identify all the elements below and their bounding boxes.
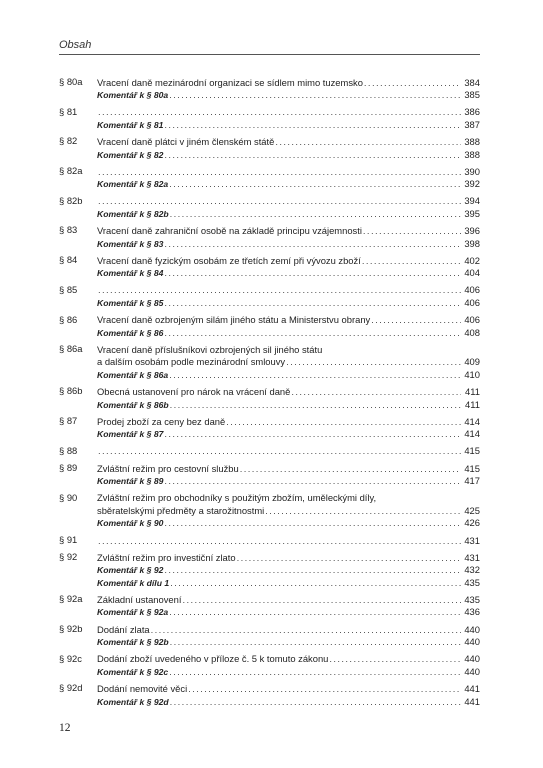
toc-title-line[interactable] — [59, 385, 480, 398]
page-reference: 384 — [464, 76, 480, 88]
dot-leader — [275, 136, 461, 148]
dot-leader — [237, 552, 461, 564]
dot-leader — [170, 399, 461, 411]
dot-leader — [98, 445, 461, 457]
toc-entry — [59, 415, 480, 440]
dot-leader — [98, 195, 461, 207]
table-of-contents — [59, 76, 480, 712]
page-reference: 385 — [464, 89, 480, 101]
toc-entry — [59, 284, 480, 309]
dot-leader — [164, 119, 461, 131]
dot-leader — [169, 666, 461, 678]
toc-entry — [59, 462, 480, 487]
page-reference: 404 — [464, 267, 480, 279]
section-title: Vracení daně fyzickým osobám ze třetích zemí při vývozu zboží — [97, 254, 361, 266]
section-number: § 82a — [59, 165, 83, 177]
toc-comment-line[interactable] — [59, 695, 480, 708]
toc-comment-line[interactable] — [59, 368, 480, 381]
toc-comment-line[interactable] — [59, 576, 480, 589]
toc-title-line[interactable] — [59, 165, 480, 178]
page-reference: 395 — [464, 207, 480, 219]
section-number: § 85 — [59, 283, 78, 295]
comment-title: Komentář k § 92a — [97, 607, 169, 618]
toc-comment-line[interactable] — [59, 326, 480, 339]
dot-leader — [170, 696, 461, 708]
toc-title-line[interactable] — [59, 106, 480, 119]
dot-leader — [188, 683, 461, 695]
toc-title-line[interactable] — [59, 195, 480, 208]
dot-leader — [291, 386, 461, 398]
dot-leader — [182, 594, 461, 606]
page-reference: 426 — [464, 517, 480, 529]
comment-title: Komentář k § 90 — [97, 518, 164, 529]
page-reference: 435 — [464, 576, 480, 588]
toc-entry — [59, 165, 480, 190]
comment-title: Komentář k § 86 — [97, 327, 164, 338]
dot-leader — [98, 284, 461, 296]
section-number: § 87 — [59, 415, 78, 427]
section-number: § 82 — [59, 135, 78, 147]
comment-title: Komentář k § 83 — [97, 238, 164, 249]
toc-entry — [59, 314, 480, 339]
section-title: Dodání nemovité věci — [97, 682, 188, 694]
dot-leader — [169, 369, 461, 381]
toc-comment-line[interactable] — [59, 178, 480, 191]
dot-leader — [98, 106, 461, 118]
running-header: Obsah — [59, 39, 92, 51]
toc-entry — [59, 195, 480, 220]
page-reference: 411 — [465, 398, 480, 410]
page-reference: 425 — [464, 504, 480, 516]
toc-entry — [59, 593, 480, 618]
dot-leader — [240, 463, 461, 475]
page-reference: 432 — [464, 564, 480, 576]
section-title: Vracení daně příslušníkovi ozbrojených sil jiného státu — [97, 343, 323, 355]
section-number: § 88 — [59, 444, 78, 456]
dot-leader — [164, 517, 461, 529]
dot-leader — [169, 178, 461, 190]
section-number: § 80a — [59, 76, 83, 87]
toc-title-line[interactable] — [59, 462, 480, 475]
dot-leader — [164, 238, 461, 250]
section-number: § 86b — [59, 385, 83, 397]
toc-title-line[interactable] — [59, 254, 480, 267]
dot-leader — [371, 314, 461, 326]
page-reference: 414 — [464, 428, 480, 440]
dot-leader — [170, 208, 461, 220]
page-reference: 396 — [464, 225, 480, 237]
dot-leader — [364, 77, 461, 89]
dot-leader — [362, 255, 461, 267]
dot-leader — [98, 166, 461, 178]
page-reference: 411 — [465, 386, 480, 398]
toc-title-line[interactable] — [59, 343, 480, 356]
section-number: § 91 — [59, 533, 78, 545]
toc-entry — [59, 682, 480, 707]
page-reference: 406 — [464, 314, 480, 326]
toc-comment-line[interactable] — [59, 89, 480, 102]
section-number: § 92d — [59, 682, 83, 694]
section-title: Zvláštní režim pro cestovní službu — [97, 462, 239, 474]
toc-entry — [59, 492, 480, 530]
page-reference: 406 — [464, 297, 480, 308]
dot-leader — [286, 356, 461, 368]
page-reference: 436 — [464, 606, 480, 618]
toc-title-line[interactable] — [59, 492, 480, 505]
page-reference: 402 — [464, 254, 480, 266]
toc-title-line[interactable] — [59, 653, 480, 666]
toc-entry — [59, 534, 480, 547]
page-reference: 415 — [464, 462, 480, 474]
toc-entry — [59, 254, 480, 279]
toc-title-line[interactable] — [59, 534, 480, 547]
page-reference: 410 — [464, 368, 480, 380]
dot-leader — [164, 149, 461, 161]
section-title: Základní ustanovení — [97, 593, 182, 605]
comment-title: Komentář k § 92b — [97, 637, 169, 648]
section-number: § 81 — [59, 105, 78, 117]
toc-entry — [59, 551, 480, 589]
comment-title: Komentář k dílu 1 — [97, 577, 170, 588]
comment-title: Komentář k § 87 — [97, 429, 164, 440]
section-number: § 92b — [59, 622, 83, 634]
page-reference: 388 — [464, 135, 480, 147]
dot-leader — [164, 297, 461, 309]
comment-title: Komentář k § 81 — [97, 119, 164, 130]
toc-comment-line[interactable] — [59, 517, 480, 530]
section-number: § 83 — [59, 224, 78, 236]
comment-title: Komentář k § 86a — [97, 369, 169, 380]
dot-leader — [164, 428, 461, 440]
dot-leader — [265, 505, 461, 517]
section-title: Vracení daně zahraniční osobě na základě principu vzájemnosti — [97, 225, 362, 237]
toc-title-line[interactable] — [59, 551, 480, 564]
section-number: § 89 — [59, 461, 78, 473]
dot-leader — [164, 267, 461, 279]
page-reference: 390 — [464, 165, 480, 177]
section-title: sběratelskými předměty a starožitnostmi — [97, 504, 265, 516]
page-reference: 441 — [464, 682, 480, 694]
comment-title: Komentář k § 82 — [97, 149, 164, 160]
toc-title-line[interactable] — [59, 504, 480, 517]
toc-entry — [59, 343, 480, 381]
section-title: Dodání zboží uvedeného v příloze č. 5 k tomuto zákonu — [97, 653, 329, 665]
comment-title: Komentář k § 82b — [97, 208, 169, 219]
section-number: § 82b — [59, 194, 83, 206]
toc-comment-line[interactable] — [59, 207, 480, 220]
toc-title-line[interactable] — [59, 135, 480, 148]
section-title: Obecná ustanovení pro nárok na vrácení daně — [97, 386, 291, 398]
toc-title-line[interactable] — [59, 356, 480, 369]
page-reference: 431 — [464, 551, 480, 563]
toc-entry — [59, 653, 480, 678]
dot-leader — [98, 535, 461, 547]
section-number: § 90 — [59, 491, 78, 503]
toc-comment-line[interactable] — [59, 267, 480, 280]
toc-comment-line[interactable] — [59, 237, 480, 250]
section-title: Zvláštní režim pro investiční zlato — [97, 551, 236, 563]
page-reference: 392 — [464, 178, 480, 190]
comment-title: Komentář k § 82a — [97, 179, 169, 190]
toc-title-line[interactable] — [59, 682, 480, 695]
toc-comment-line[interactable] — [59, 475, 480, 488]
toc-entry — [59, 385, 480, 410]
section-title: Prodej zboží za ceny bez daně — [97, 415, 226, 427]
dot-leader — [363, 225, 461, 237]
page-reference: 440 — [464, 623, 480, 635]
page-reference: 440 — [464, 653, 480, 665]
page-reference: 398 — [464, 237, 480, 249]
dot-leader — [169, 89, 461, 101]
section-number: § 92c — [59, 652, 82, 664]
page-reference: 414 — [464, 415, 480, 427]
toc-title-line[interactable] — [59, 623, 480, 636]
section-title: Dodání zlata — [97, 623, 150, 635]
dot-leader — [170, 636, 461, 648]
page-reference: 417 — [464, 475, 480, 487]
toc-entry — [59, 623, 480, 648]
toc-title-line[interactable] — [59, 314, 480, 327]
toc-title-line[interactable] — [59, 284, 480, 297]
page-reference: 415 — [464, 445, 480, 457]
section-number: § 86 — [59, 313, 78, 325]
page-reference: 386 — [464, 106, 480, 118]
toc-entry — [59, 106, 480, 131]
toc-comment-line[interactable] — [59, 296, 480, 309]
page-reference: 394 — [464, 195, 480, 207]
dot-leader — [164, 475, 461, 487]
dot-leader — [170, 577, 461, 589]
toc-comment-line[interactable] — [59, 148, 480, 161]
section-number: § 92a — [59, 593, 83, 605]
page-number: 12 — [59, 722, 71, 734]
comment-title: Komentář k § 84 — [97, 268, 164, 279]
toc-comment-line[interactable] — [59, 665, 480, 678]
toc-comment-line[interactable] — [59, 636, 480, 649]
comment-title: Komentář k § 92c — [97, 666, 169, 677]
toc-title-line[interactable] — [59, 593, 480, 606]
section-title: Vracení daně mezinárodní organizaci se sídlem mimo tuzemsko — [97, 76, 363, 88]
toc-title-line[interactable] — [59, 76, 480, 89]
page-reference: 406 — [464, 284, 480, 296]
toc-entry — [59, 445, 480, 458]
comment-title: Komentář k § 92d — [97, 696, 169, 707]
comment-title: Komentář k § 86b — [97, 399, 169, 410]
page-reference: 440 — [464, 636, 480, 648]
comment-title: Komentář k § 85 — [97, 298, 164, 308]
toc-entry — [59, 135, 480, 160]
dot-leader — [164, 327, 461, 339]
dot-leader — [329, 653, 461, 665]
section-number: § 86a — [59, 343, 83, 355]
toc-title-line[interactable] — [59, 224, 480, 237]
toc-comment-line[interactable] — [59, 564, 480, 577]
toc-comment-line[interactable] — [59, 118, 480, 131]
section-number: § 84 — [59, 254, 78, 266]
page-reference: 435 — [464, 593, 480, 605]
page-reference: 409 — [464, 356, 480, 368]
toc-title-line[interactable] — [59, 415, 480, 428]
comment-title: Komentář k § 80a — [97, 90, 169, 101]
dot-leader — [151, 624, 461, 636]
toc-comment-line[interactable] — [59, 398, 480, 411]
dot-leader — [164, 564, 461, 576]
section-number: § 92 — [59, 551, 78, 562]
page-reference: 431 — [464, 534, 480, 546]
toc-comment-line[interactable] — [59, 428, 480, 441]
header-divider — [59, 54, 480, 55]
dot-leader — [226, 416, 461, 428]
toc-comment-line[interactable] — [59, 606, 480, 619]
page-reference: 408 — [464, 326, 480, 338]
toc-entry — [59, 76, 480, 101]
dot-leader — [169, 606, 461, 618]
section-title: a dalším osobám podle mezinárodní smlouvy — [97, 356, 286, 368]
section-title: Vracení daně ozbrojeným silám jiného státu a Ministerstvu obrany — [97, 314, 371, 326]
page-reference: 441 — [464, 695, 480, 707]
toc-title-line[interactable] — [59, 445, 480, 458]
comment-title: Komentář k § 92 — [97, 565, 164, 576]
page-reference: 388 — [464, 148, 480, 160]
page-reference: 440 — [464, 665, 480, 677]
section-title: Zvláštní režim pro obchodníky s použitým zbožím, uměleckými díly, — [97, 492, 377, 504]
page-reference: 387 — [464, 118, 480, 130]
comment-title: Komentář k § 89 — [97, 476, 164, 487]
toc-entry — [59, 224, 480, 249]
section-title: Vracení daně plátci v jiném členském státě — [97, 135, 275, 147]
